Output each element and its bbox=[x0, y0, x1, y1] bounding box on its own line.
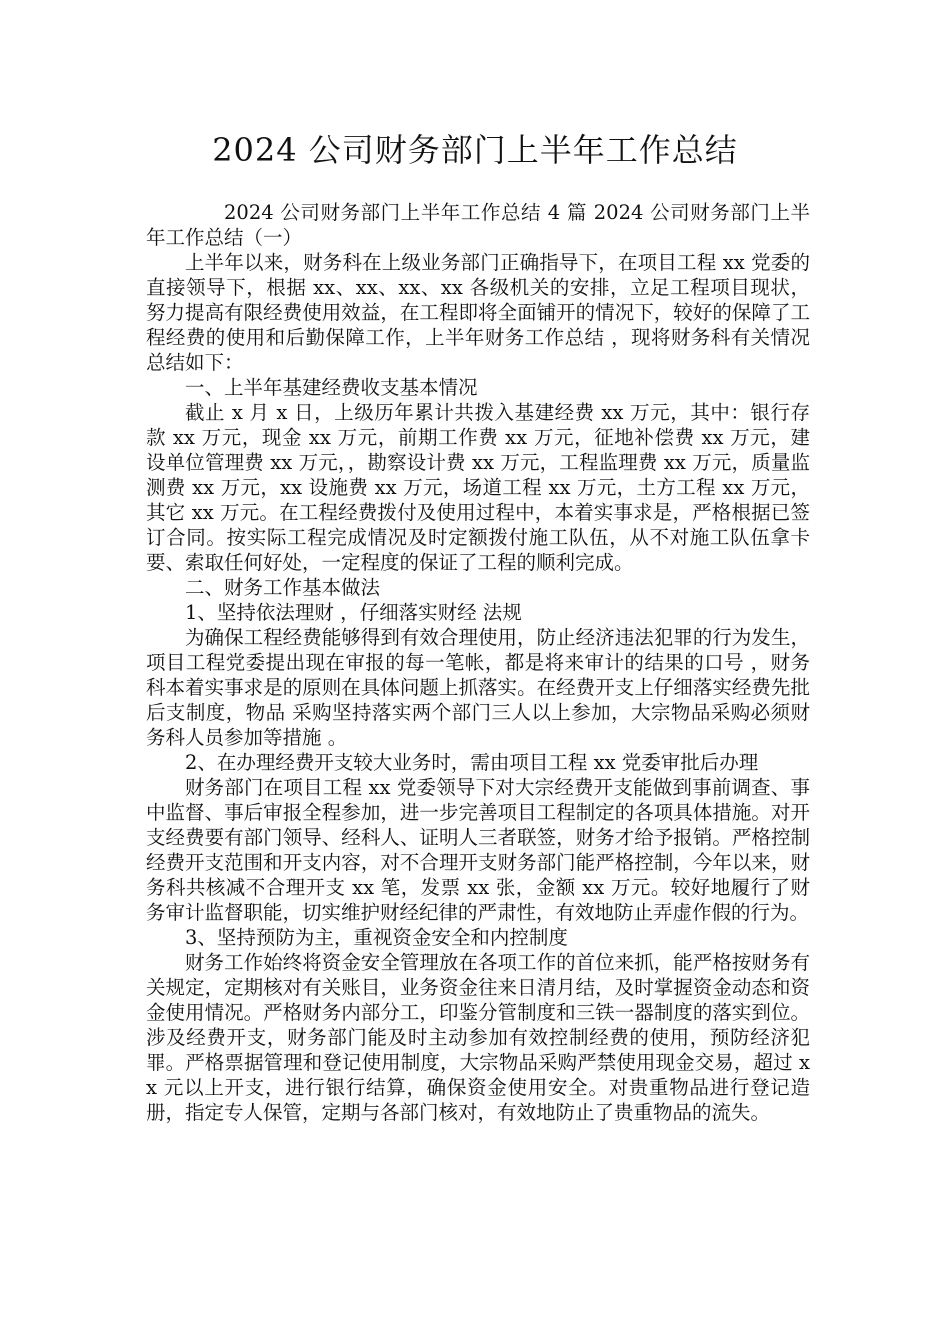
subsection-heading: 2、在办理经费开支较大业务时，需由项目工程 xx 党委审批后办理 bbox=[185, 751, 759, 774]
body-paragraph: 为确保工程经费能够得到有效合理使用，防止经济违法犯罪的行为发生，项目工程党委提出现在审报的每一笔帐，都是将来审计的结果的口号 ，财务科本着实事求是的原则在具体问题上抓落实。在经费开支上仔细落实经费先批后支制度，物品 采购坚持落实两个部门三人以上参加，大宗物品采购必须财务科人员参加等措施 。 bbox=[146, 626, 810, 749]
body-paragraph: 财务工作始终将资金安全管理放在各项工作的首位来抓，能严格按财务有关规定，定期核对有关账目，业务资金往来日清月结，及时掌握资金动态和资金使用情况。严格财务内部分工，印鉴分管制度和三铁一器制度的落实到位。涉及经费开支，财务部门能及时主动参加有效控制经费的使用，预防经济犯罪。严格票据管理和登记使用制度，大宗物品采购严禁使用现金交易，超过 xx 元以上开支，进行银行结算，确保资金使用安全。对贵重物品进行登记造册，指定专人保管，定期与各部门核对，有效地防止了贵重物品的流失。 bbox=[146, 951, 810, 1124]
subsection-heading: 1、坚持依法理财 ，仔细落实财经 法规 bbox=[185, 601, 522, 624]
subsection-heading: 3、坚持预防为主，重视资金安全和内控制度 bbox=[185, 926, 568, 949]
body-paragraph: 截止 x 月 x 日，上级历年累计共拨入基建经费 xx 万元，其中：银行存款 xx 万元，现金 xx 万元，前期工作费 xx 万元，征地补偿费 xx 万元，建设单位管理费 xx 万元，，勘察设计费 xx 万元，工程监理费 xx 万元，质量监测费 xx 万元，xx 设施费 xx 万元，场道工程 xx 万元，土方工程 xx 万元，其它 xx 万元。在工程经费拨付及使用过程中，本着实事求是，严格根据已签订合同。按实际工程完成情况及时定额拨付施工队伍，从不对施工队伍拿卡要、索取任何好处，一定程度的保证了工程的顺利完成。 bbox=[146, 401, 810, 574]
document-body bbox=[146, 200, 810, 1125]
body-paragraph: 上半年以来，财务科在上级业务部门正确指导下，在项目工程 xx 党委的直接领导下，根据 xx、xx、xx、xx 各级机关的安排，立足工程项目现状，努力提高有限经费使用效益，在工程即将全面铺开的情况下，较好的保障了工程经费的使用和后勤保障工作，上半年财务工作总结 ，现将财务科有关情况总结如下： bbox=[146, 251, 810, 374]
section-heading: 一、上半年基建经费收支基本情况 bbox=[185, 376, 478, 399]
intro-paragraph: 2024 公司财务部门上半年工作总结 4 篇 2024 公司财务部门上半年工作总结（一） bbox=[146, 201, 810, 249]
body-paragraph: 财务部门在项目工程 xx 党委领导下对大宗经费开支能做到事前调查、事中监督、事后审报全程参加，进一步完善项目工程制定的各项具体措施。对开支经费要有部门领导、经科人、证明人三者联签，财务才给予报销。严格控制经费开支范围和开支内容，对不合理开支财务部门能严格控制，今年以来，财务科共核减不合理开支 xx 笔，发票 xx 张，金额 xx 万元。较好地履行了财务审计监督职能，切实维护财经纪律的严肃性，有效地防止弄虚作假的行为。 bbox=[146, 776, 810, 924]
section-heading: 二、财务工作基本做法 bbox=[185, 576, 381, 599]
document-title: 2024 公司财务部门上半年工作总结 bbox=[212, 131, 738, 169]
